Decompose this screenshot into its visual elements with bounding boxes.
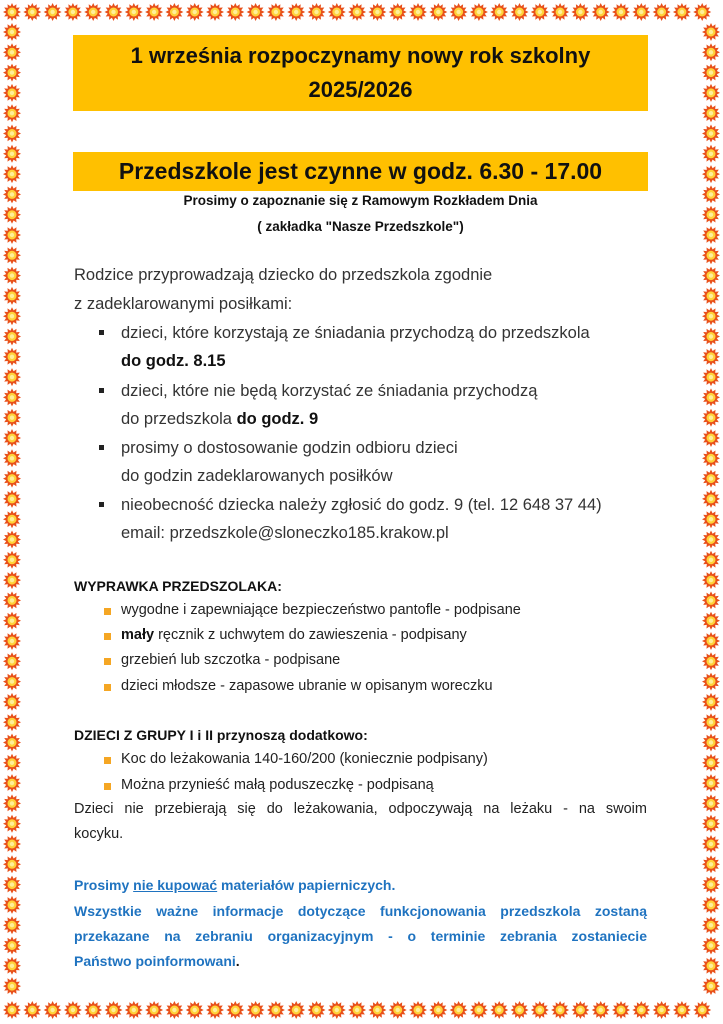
bullet-1-line-1: dzieci, które korzystają ze śniadania przychodzą do przedszkola: [121, 324, 590, 342]
intro-line-1: Rodzice przyprowadzają dziecko do przedszkola zgodnie: [74, 266, 493, 284]
orange-bullet-icon: [104, 757, 111, 764]
footer-notice-2-line-3: Państwo poinformowani.: [74, 953, 240, 969]
title-line-1: 1 września rozpoczynamy nowy rok szkolny: [130, 43, 591, 68]
opening-hours-banner: Przedszkole jest czynne w godz. 6.30 - 17.00: [73, 152, 648, 191]
grupy-note-line-1: Dzieci nie przebierają się do leżakowania, odpoczywają na leżaku - na swoim: [74, 801, 647, 817]
wyprawka-item: wygodne i zapewniające bezpieczeństwo pantofle - podpisane: [121, 602, 521, 618]
bullet-3-line-1: prosimy o dostosowanie godzin odbioru dzieci: [121, 439, 458, 457]
title-banner: [73, 35, 648, 111]
bullet-4-line-1: nieobecność dziecka należy zgłosić do godz. 9 (tel. 12 648 37 44): [121, 496, 602, 514]
orange-bullet-icon: [104, 608, 111, 615]
bullet-square-icon: [99, 502, 104, 507]
grupy-item: Koc do leżakowania 140-160/200 (koniecznie podpisany): [121, 751, 488, 767]
bullet-4-email: email: przedszkole@sloneczko185.krakow.pl: [121, 524, 449, 542]
grupy-note-line-2: kocyku.: [74, 826, 124, 842]
wyprawka-item: dzieci młodsze - zapasowe ubranie w opisanym woreczku: [121, 678, 493, 694]
intro-line-2: z zadeklarowanymi posiłkami:: [74, 295, 293, 313]
grupy-item: Można przynieść małą poduszeczkę - podpisaną: [121, 777, 434, 793]
bullet-2-line-1: dzieci, które nie będą korzystać ze śniadania przychodzą: [121, 382, 538, 400]
do-not-buy-text: nie kupować: [133, 877, 218, 893]
bullet-square-icon: [99, 445, 104, 450]
footer-notice-2-line-2: przekazane na zebraniu organizacyjnym - o terminie zebrania zostaniecie: [74, 928, 647, 944]
bullet-3-line-2: do godzin zadeklarowanych posiłków: [121, 467, 393, 485]
bullet-2-bold: do godz. 9: [236, 410, 319, 428]
schedule-note: Prosimy o zapoznanie się z Ramowym Rozkładem Dnia: [183, 193, 538, 208]
title-line-2: 2025/2026: [308, 77, 413, 102]
wyprawka-item: ręcznik z uchwytem do zawieszenia - podpisany: [154, 627, 467, 643]
bullet-1-bold: do godz. 8.15: [121, 352, 226, 370]
orange-bullet-icon: [104, 783, 111, 790]
bullet-square-icon: [99, 388, 104, 393]
wyprawka-item-bold: mały: [121, 627, 155, 643]
bullet-square-icon: [99, 330, 104, 335]
wyprawka-item: grzebień lub szczotka - podpisane: [121, 652, 341, 668]
wyprawka-heading: WYPRAWKA PRZEDSZOLAKA:: [74, 578, 282, 594]
schedule-note-tab: ( zakładka "Nasze Przedszkole"): [257, 219, 464, 234]
orange-bullet-icon: [104, 658, 111, 665]
footer-notice-2-line-1: Wszystkie ważne informacje dotyczące funkcjonowania przedszkola zostaną: [74, 903, 647, 919]
footer-notice-1: Prosimy nie kupować materiałów papierniczych.: [74, 877, 396, 893]
bullet-2-line-2: do przedszkola: [121, 410, 237, 428]
orange-bullet-icon: [104, 633, 111, 640]
orange-bullet-icon: [104, 684, 111, 691]
grupy-heading: DZIECI Z GRUPY I i II przynoszą dodatkowo:: [74, 727, 368, 743]
